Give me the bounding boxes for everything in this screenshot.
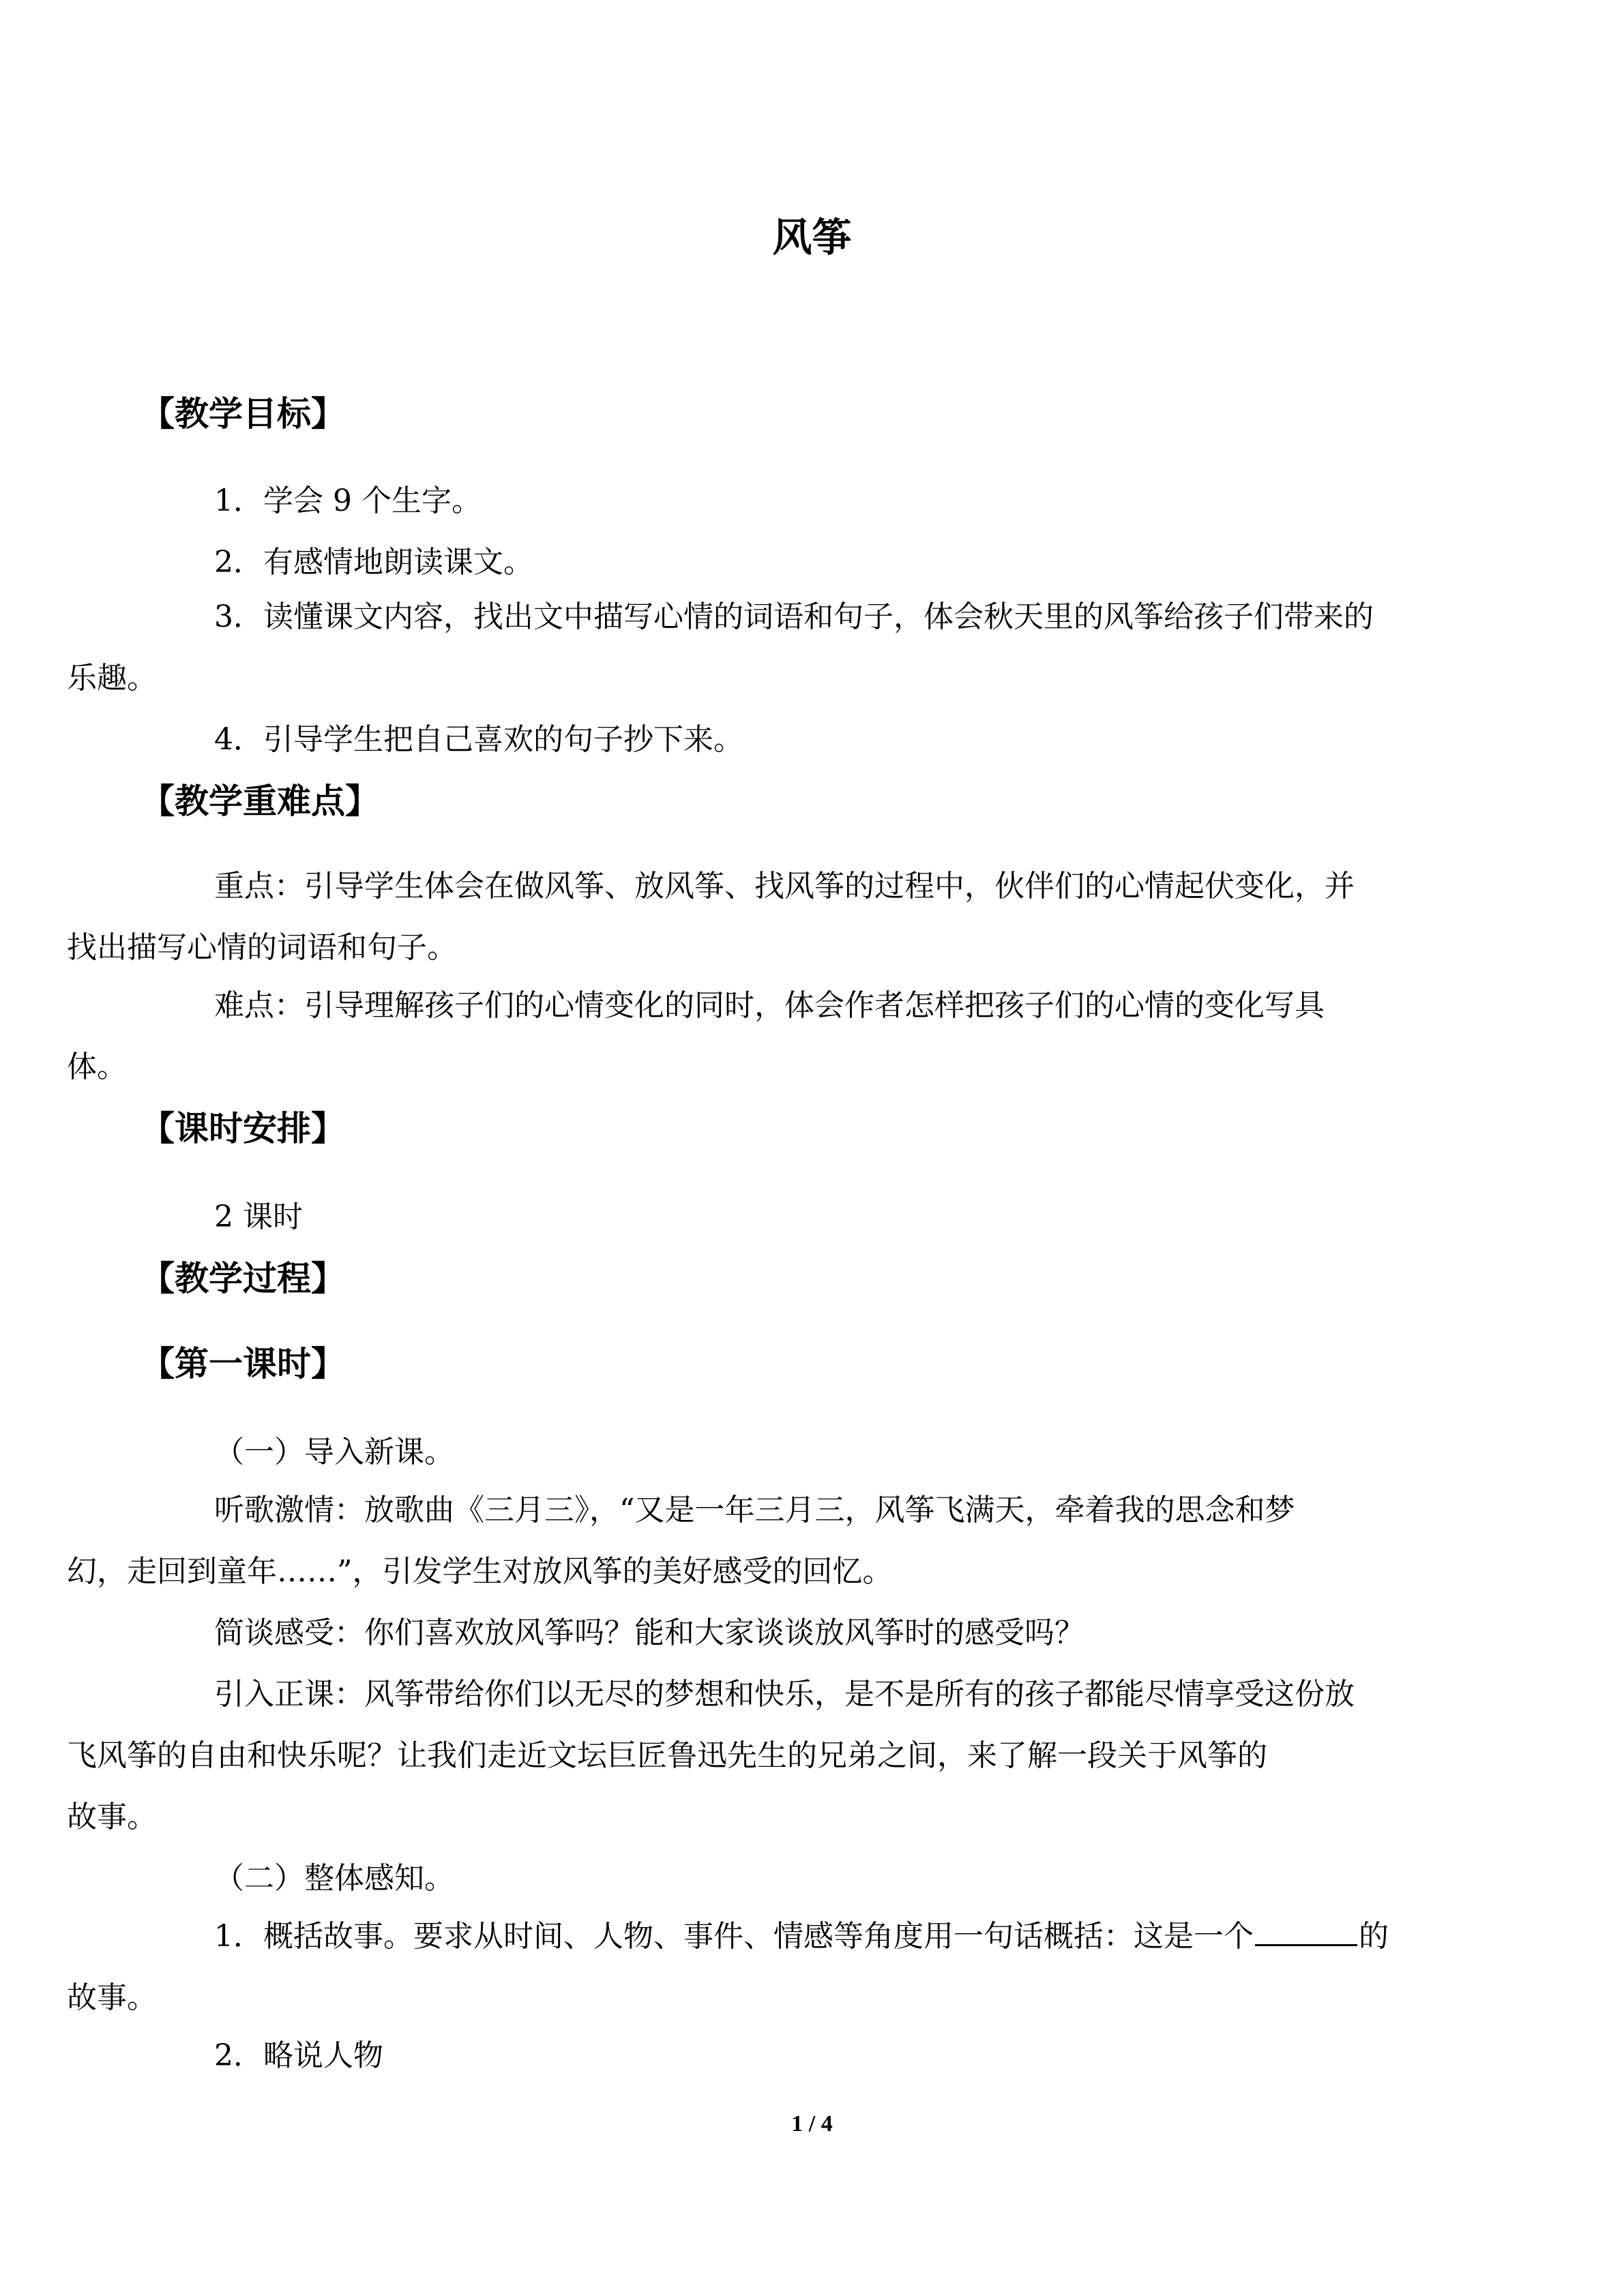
- lesson-lead-line-2: 飞风筝的自由和快乐呢？让我们走近文坛巨匠鲁迅先生的兄弟之间，来了解一段关于风筝的: [67, 1738, 1267, 1773]
- lesson-summary-line-2: 故事。: [67, 1980, 157, 2015]
- lesson-step-overview: [141, 1848, 1491, 1909]
- schedule-text: [141, 1187, 1491, 1248]
- lesson-summary-paragraph: [67, 1906, 1491, 2029]
- lesson-step-overview-text: （二）整体感知。: [214, 1861, 454, 1896]
- goal-item-3: [67, 586, 1491, 709]
- lesson-song-paragraph: [67, 1480, 1491, 1602]
- document-title: 风筝: [772, 214, 852, 260]
- fill-in-blank: [1255, 1914, 1357, 1946]
- lesson-summary-line-1: [141, 1906, 1491, 1967]
- difficulty-line-1: 难点：引导理解孩子们的心情变化的同时，体会作者怎样把孩子们的心情的变化写具: [214, 988, 1325, 1023]
- goal-item-4: [141, 709, 1491, 771]
- lesson-summary-suffix: 的: [1359, 1919, 1389, 1954]
- section-heading-first-lesson: 【第一课时】: [141, 1344, 345, 1384]
- page-number: 1 / 4: [791, 2111, 833, 2136]
- key-point-line-1: 重点：引导学生体会在做风筝、放风筝、找风筝的过程中，伙伴们的心情起伏变化，并: [214, 869, 1355, 904]
- goal-item-2-text: 2．有感情地朗读课文。: [214, 545, 533, 580]
- section-heading-goals: 【教学目标】: [141, 394, 345, 434]
- lesson-characters-text: 2．略说人物: [214, 2038, 383, 2073]
- key-point-line-2: 找出描写心情的词语和句子。: [67, 930, 457, 965]
- lesson-step-intro-text: （一）导入新课。: [214, 1435, 454, 1470]
- goal-item-4-text: 4．引导学生把自己喜欢的句子抄下来。: [214, 722, 743, 757]
- lesson-feeling-paragraph: [141, 1602, 1491, 1664]
- lesson-lead-paragraph: [67, 1664, 1491, 1848]
- lesson-summary-prompt: 1．概括故事。要求从时间、人物、事件、情感等角度用一句话概括：这是一个: [214, 1919, 1254, 1954]
- lesson-lead-line-3: 故事。: [67, 1800, 157, 1834]
- difficulty-line-2: 体。: [67, 1049, 127, 1084]
- key-point-paragraph: [67, 856, 1491, 979]
- goal-item-3-continuation: 乐趣。: [67, 661, 157, 696]
- section-heading-process: 【教学过程】: [141, 1259, 345, 1298]
- lesson-lead-line-1: 引入正课：风筝带给你们以无尽的梦想和快乐，是不是所有的孩子都能尽情享受这份放: [214, 1677, 1355, 1712]
- lesson-song-line-2: 幻，走回到童年……”，引发学生对放风筝的美好感受的回忆。: [67, 1554, 893, 1589]
- section-heading-key-points: 【教学重难点】: [141, 781, 379, 821]
- goal-item-1-text: 1．学会 9 个生字。: [214, 483, 482, 518]
- lesson-feeling-line: 简谈感受：你们喜欢放风筝吗？能和大家谈谈放风筝时的感受吗？: [214, 1615, 1084, 1650]
- lesson-step-intro: [141, 1422, 1491, 1483]
- lesson-characters: [141, 2025, 1491, 2087]
- schedule-text-line: 2 课时: [214, 1199, 303, 1234]
- goal-item-1: [141, 471, 1491, 532]
- section-heading-schedule: 【课时安排】: [141, 1109, 345, 1148]
- difficulty-paragraph: [67, 975, 1491, 1098]
- goal-item-3-text: 3．读懂课文内容，找出文中描写心情的词语和句子，体会秋天里的风筝给孩子们带来的: [214, 599, 1374, 634]
- goal-item-2: [141, 532, 1491, 593]
- lesson-song-line-1: 听歌激情：放歌曲《三月三》，“又是一年三月三，风筝飞满天，牵着我的思念和梦: [214, 1493, 1295, 1527]
